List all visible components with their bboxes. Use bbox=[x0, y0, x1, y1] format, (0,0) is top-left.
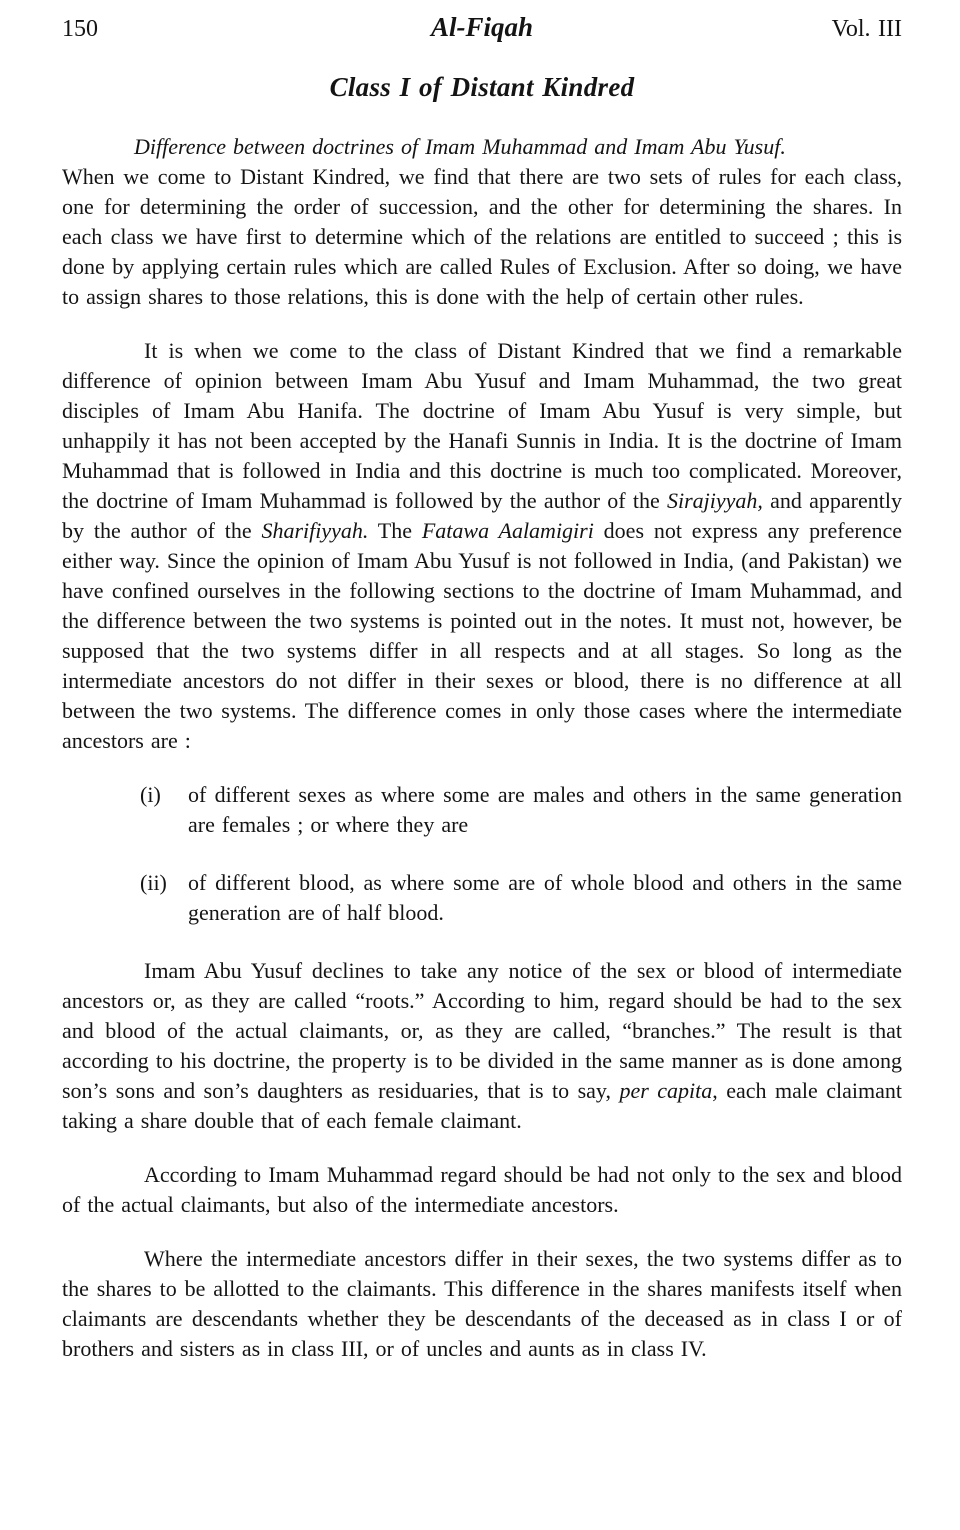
para2-text-1: It is when we come to the class of Distant Kindred that we find a remarkable difference of opinion between Imam Abu Yusuf and Imam Muhammad, the two great disciples of Imam Abu Hanifa. The doctrine of Imam Abu Yusuf is very simple, but unhappily it has not been accepted by the Hanafi Sunnis in India. It is the doctrine of Imam Muhammad that is followed in India and this doctrine is much too complicated. Moreover, the doctrine of Imam Muhammad is followed by the author of the bbox=[62, 338, 902, 513]
paragraph-intro bbox=[62, 132, 902, 312]
para3-text-1: Imam Abu Yusuf declines to take any notice of the sex or blood of intermediate ancestors or, as they are called “roots.” According to him, regard should be had to the sex and blood of the actual claimants, or, as they are called, “branches.” The result is that according to his doctrine, the property is to be divided in the same manner as is done among son’s sons and son’s daughters as residuaries, that is to say, bbox=[62, 958, 902, 1103]
paragraph-doctrine-difference bbox=[62, 336, 902, 756]
list-item-i bbox=[140, 780, 902, 840]
running-header bbox=[62, 12, 902, 44]
book-title: Al-Fiqah bbox=[430, 12, 534, 42]
list-marker-i: (i) bbox=[140, 782, 161, 807]
paragraph-abu-yusuf-doctrine bbox=[62, 956, 902, 1136]
list-text-i: of different sexes as where some are males and others in the same generation are females ; or where they are bbox=[188, 782, 902, 837]
para2-text-2: and apparently by the author of the bbox=[62, 488, 902, 543]
book-name-fatawa-aalamigiri: Fatawa Aalamigiri bbox=[421, 518, 594, 543]
page-number: 150 bbox=[62, 16, 98, 42]
book-name-sirajiyyah: Sirajiyyah, bbox=[666, 488, 763, 513]
list-text-ii: of different blood, as where some are of whole blood and others in the same generation are of half blood. bbox=[188, 870, 902, 925]
chapter-heading: Class I of Distant Kindred bbox=[329, 72, 635, 102]
paragraph-intermediate-ancestors: Where the intermediate ancestors differ in their sexes, the two systems differ as to the shares to be allotted to the claimants. This difference in the shares manifests itself when claimants are descendants whether they be descendants of the deceased as in class I or of brothers and sisters as in class III, or of uncles and aunts as in class IV. bbox=[62, 1246, 902, 1361]
list-item-ii bbox=[140, 868, 902, 928]
list-marker-ii: (ii) bbox=[140, 870, 167, 895]
para2-text-3: The bbox=[368, 518, 422, 543]
volume-label: Vol. III bbox=[831, 16, 902, 42]
latin-term-per-capita: per capita bbox=[619, 1078, 713, 1103]
para3-text-2: , each male claimant taking a share double that of each female claimant. bbox=[62, 1078, 902, 1133]
lead-sentence: Difference between doctrines of Imam Muhammad and Imam Abu Yusuf. bbox=[134, 134, 786, 159]
book-name-sharifiyyah: Sharifiyyah. bbox=[261, 518, 369, 543]
paragraph-imam-muhammad-regard: According to Imam Muhammad regard should be had not only to the sex and blood of the actual claimants, but also of the intermediate ancestors. bbox=[62, 1162, 902, 1217]
paragraph-intro-body: When we come to Distant Kindred, we find that there are two sets of rules for each class, one for determining the order of succession, and the other for determining the shares. In each class we have first to determine which of the relations are entitled to succeed ; this is done by applying certain rules which are called Rules of Exclusion. After so doing, we have to assign shares to those relations, this is done with the help of certain other rules. bbox=[62, 164, 902, 309]
para2-text-4: does not express any preference either way. Since the opinion of Imam Abu Yusuf is not followed in India, (and Pakistan) we have confined ourselves in the following sections to the doctrine of Imam Muhammad, and the difference between the two systems is pointed out in the notes. It must not, however, be supposed that the two systems differ in all respects and at all stages. So long as the intermediate ancestors do not differ in their sexes or blood, there is no difference at all between the two systems. The difference comes in only those cases where the intermediate ancestors are : bbox=[62, 518, 902, 753]
